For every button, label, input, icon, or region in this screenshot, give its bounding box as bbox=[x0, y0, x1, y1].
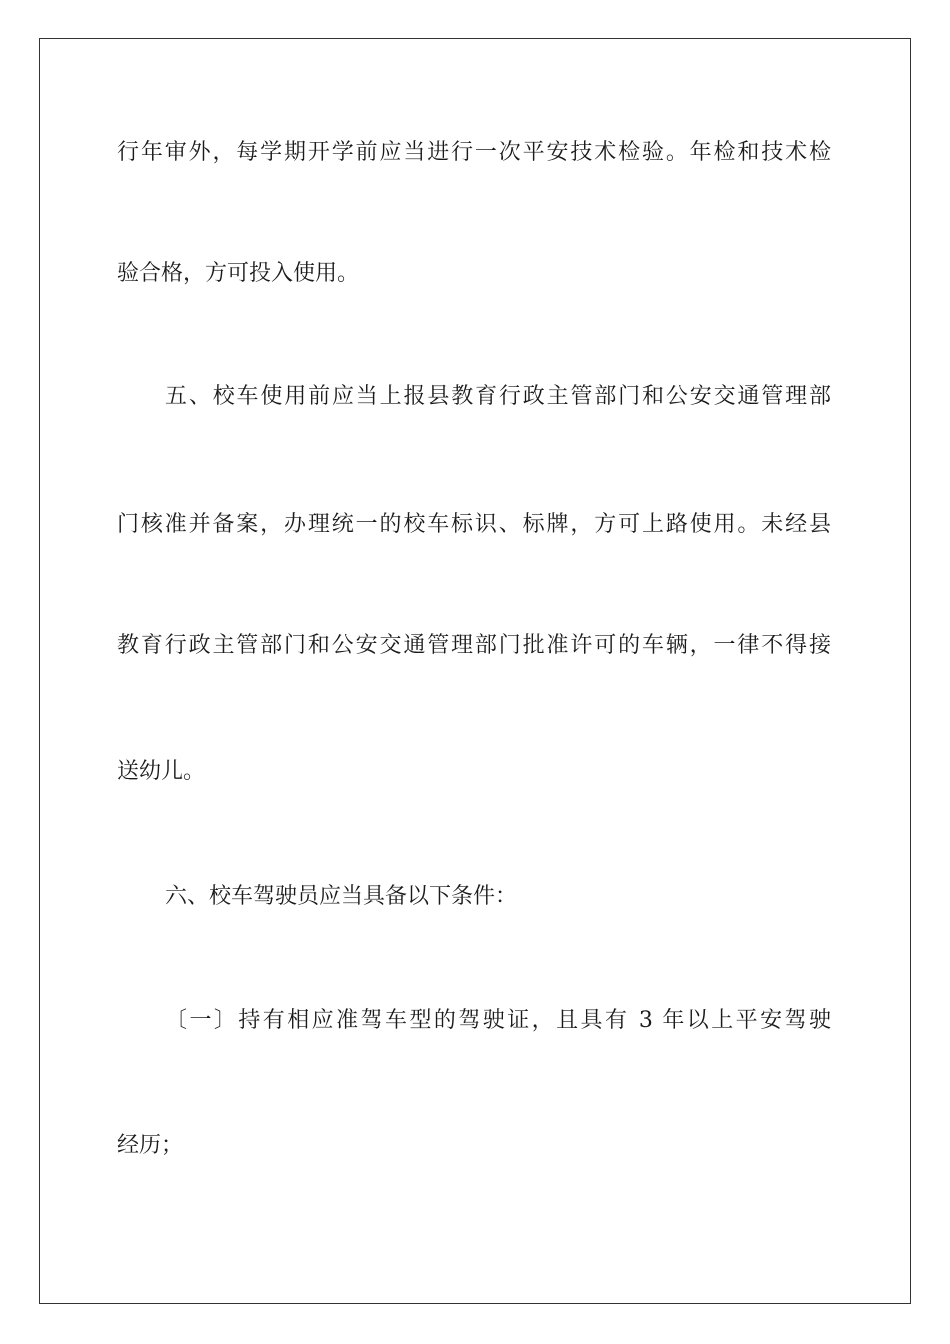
paragraph-line: 经历； bbox=[117, 1133, 184, 1158]
paragraph-line: 送幼儿。 bbox=[117, 759, 206, 784]
paragraph-line: 教育行政主管部门和公安交通管理部门批准许可的车辆，一律不得接 bbox=[117, 633, 831, 658]
paragraph-line: 门核准并备案，办理统一的校车标识、标牌，方可上路使用。未经县 bbox=[117, 512, 831, 537]
paragraph-line: 行年审外，每学期开学前应当进行一次平安技术检验。年检和技术检 bbox=[117, 140, 831, 165]
paragraph-line: 〔一〕持有相应准驾车型的驾驶证，且具有 3 年以上平安驾驶 bbox=[165, 1008, 831, 1033]
page-border bbox=[39, 38, 911, 1304]
paragraph-line: 五、校车使用前应当上报县教育行政主管部门和公安交通管理部 bbox=[165, 384, 831, 409]
paragraph-line: 六、校车驾驶员应当具备以下条件： bbox=[165, 884, 518, 909]
paragraph-line: 验合格，方可投入使用。 bbox=[117, 261, 360, 286]
